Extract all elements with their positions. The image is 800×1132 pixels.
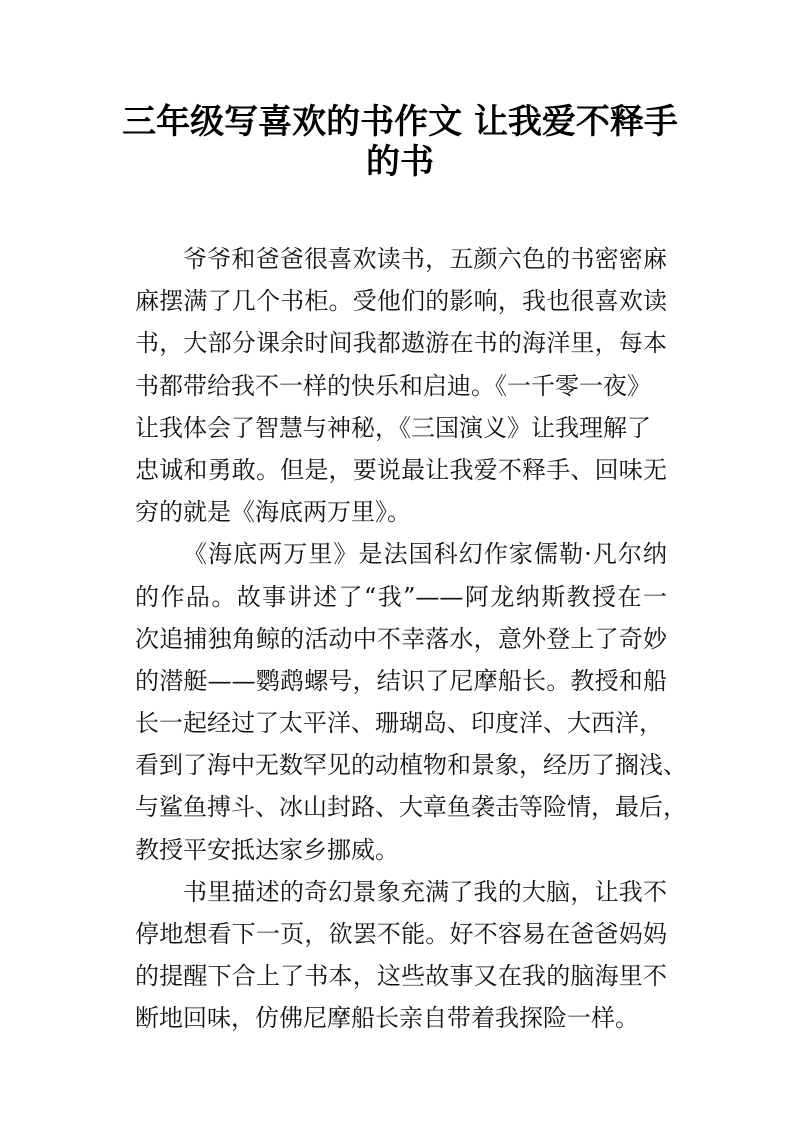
paragraph-3 [135, 871, 667, 1040]
text-line: 教授平安抵达家乡挪威。 [135, 835, 399, 864]
text-line: 忠诚和勇敢。但是，要说最让我爱不释手、回味无 [135, 455, 667, 484]
paragraph-1 [135, 238, 667, 533]
text-line: 《海底两万里》是法国科幻作家儒勒·凡尔纳 [183, 540, 667, 569]
document-title-line-1: 三年级写喜欢的书作文 让我爱不释手 [122, 102, 678, 142]
text-line: 与鲨鱼搏斗、冰山封路、大章鱼袭击等险情，最后， [135, 793, 687, 822]
text-line: 次追捕独角鲸的活动中不幸落水，意外登上了奇妙 [135, 624, 667, 653]
text-line: 书都带给我不一样的快乐和启迪。《一千零一夜》 [135, 371, 651, 400]
text-line: 看到了海中无数罕见的动植物和景象，经历了搁浅、 [135, 751, 687, 780]
text-line: 的潜艇——鹦鹉螺号，结识了尼摩船长。教授和船 [135, 666, 667, 695]
document-title-line-2: 的书 [366, 142, 434, 182]
text-line: 长一起经过了太平洋、珊瑚岛、印度洋、大西洋， [135, 709, 663, 738]
text-line: 书，大部分课余时间我都遨游在书的海洋里，每本 [135, 329, 667, 358]
text-line: 麻摆满了几个书柜。受他们的影响，我也很喜欢读 [135, 287, 667, 316]
text-line: 断地回味，仿佛尼摩船长亲自带着我探险一样。 [135, 1004, 639, 1033]
text-line: 穷的就是《海底两万里》。 [135, 498, 411, 527]
text-line: 书里描述的奇幻景象充满了我的大脑，让我不 [183, 877, 667, 906]
text-line: 让我体会了智慧与神秘，《三国演义》让我理解了 [135, 413, 651, 442]
text-line: 停地想看下一页，欲罢不能。好不容易在爸爸妈妈 [135, 920, 667, 948]
text-line: 的作品。故事讲述了“我”——阿龙纳斯教授在一 [135, 582, 667, 611]
text-line: 的提醒下合上了书本，这些故事又在我的脑海里不 [135, 962, 667, 991]
document-body [135, 238, 687, 1040]
paragraph-2 [135, 533, 687, 871]
text-line: 爷爷和爸爸很喜欢读书，五颜六色的书密密麻 [183, 245, 667, 273]
